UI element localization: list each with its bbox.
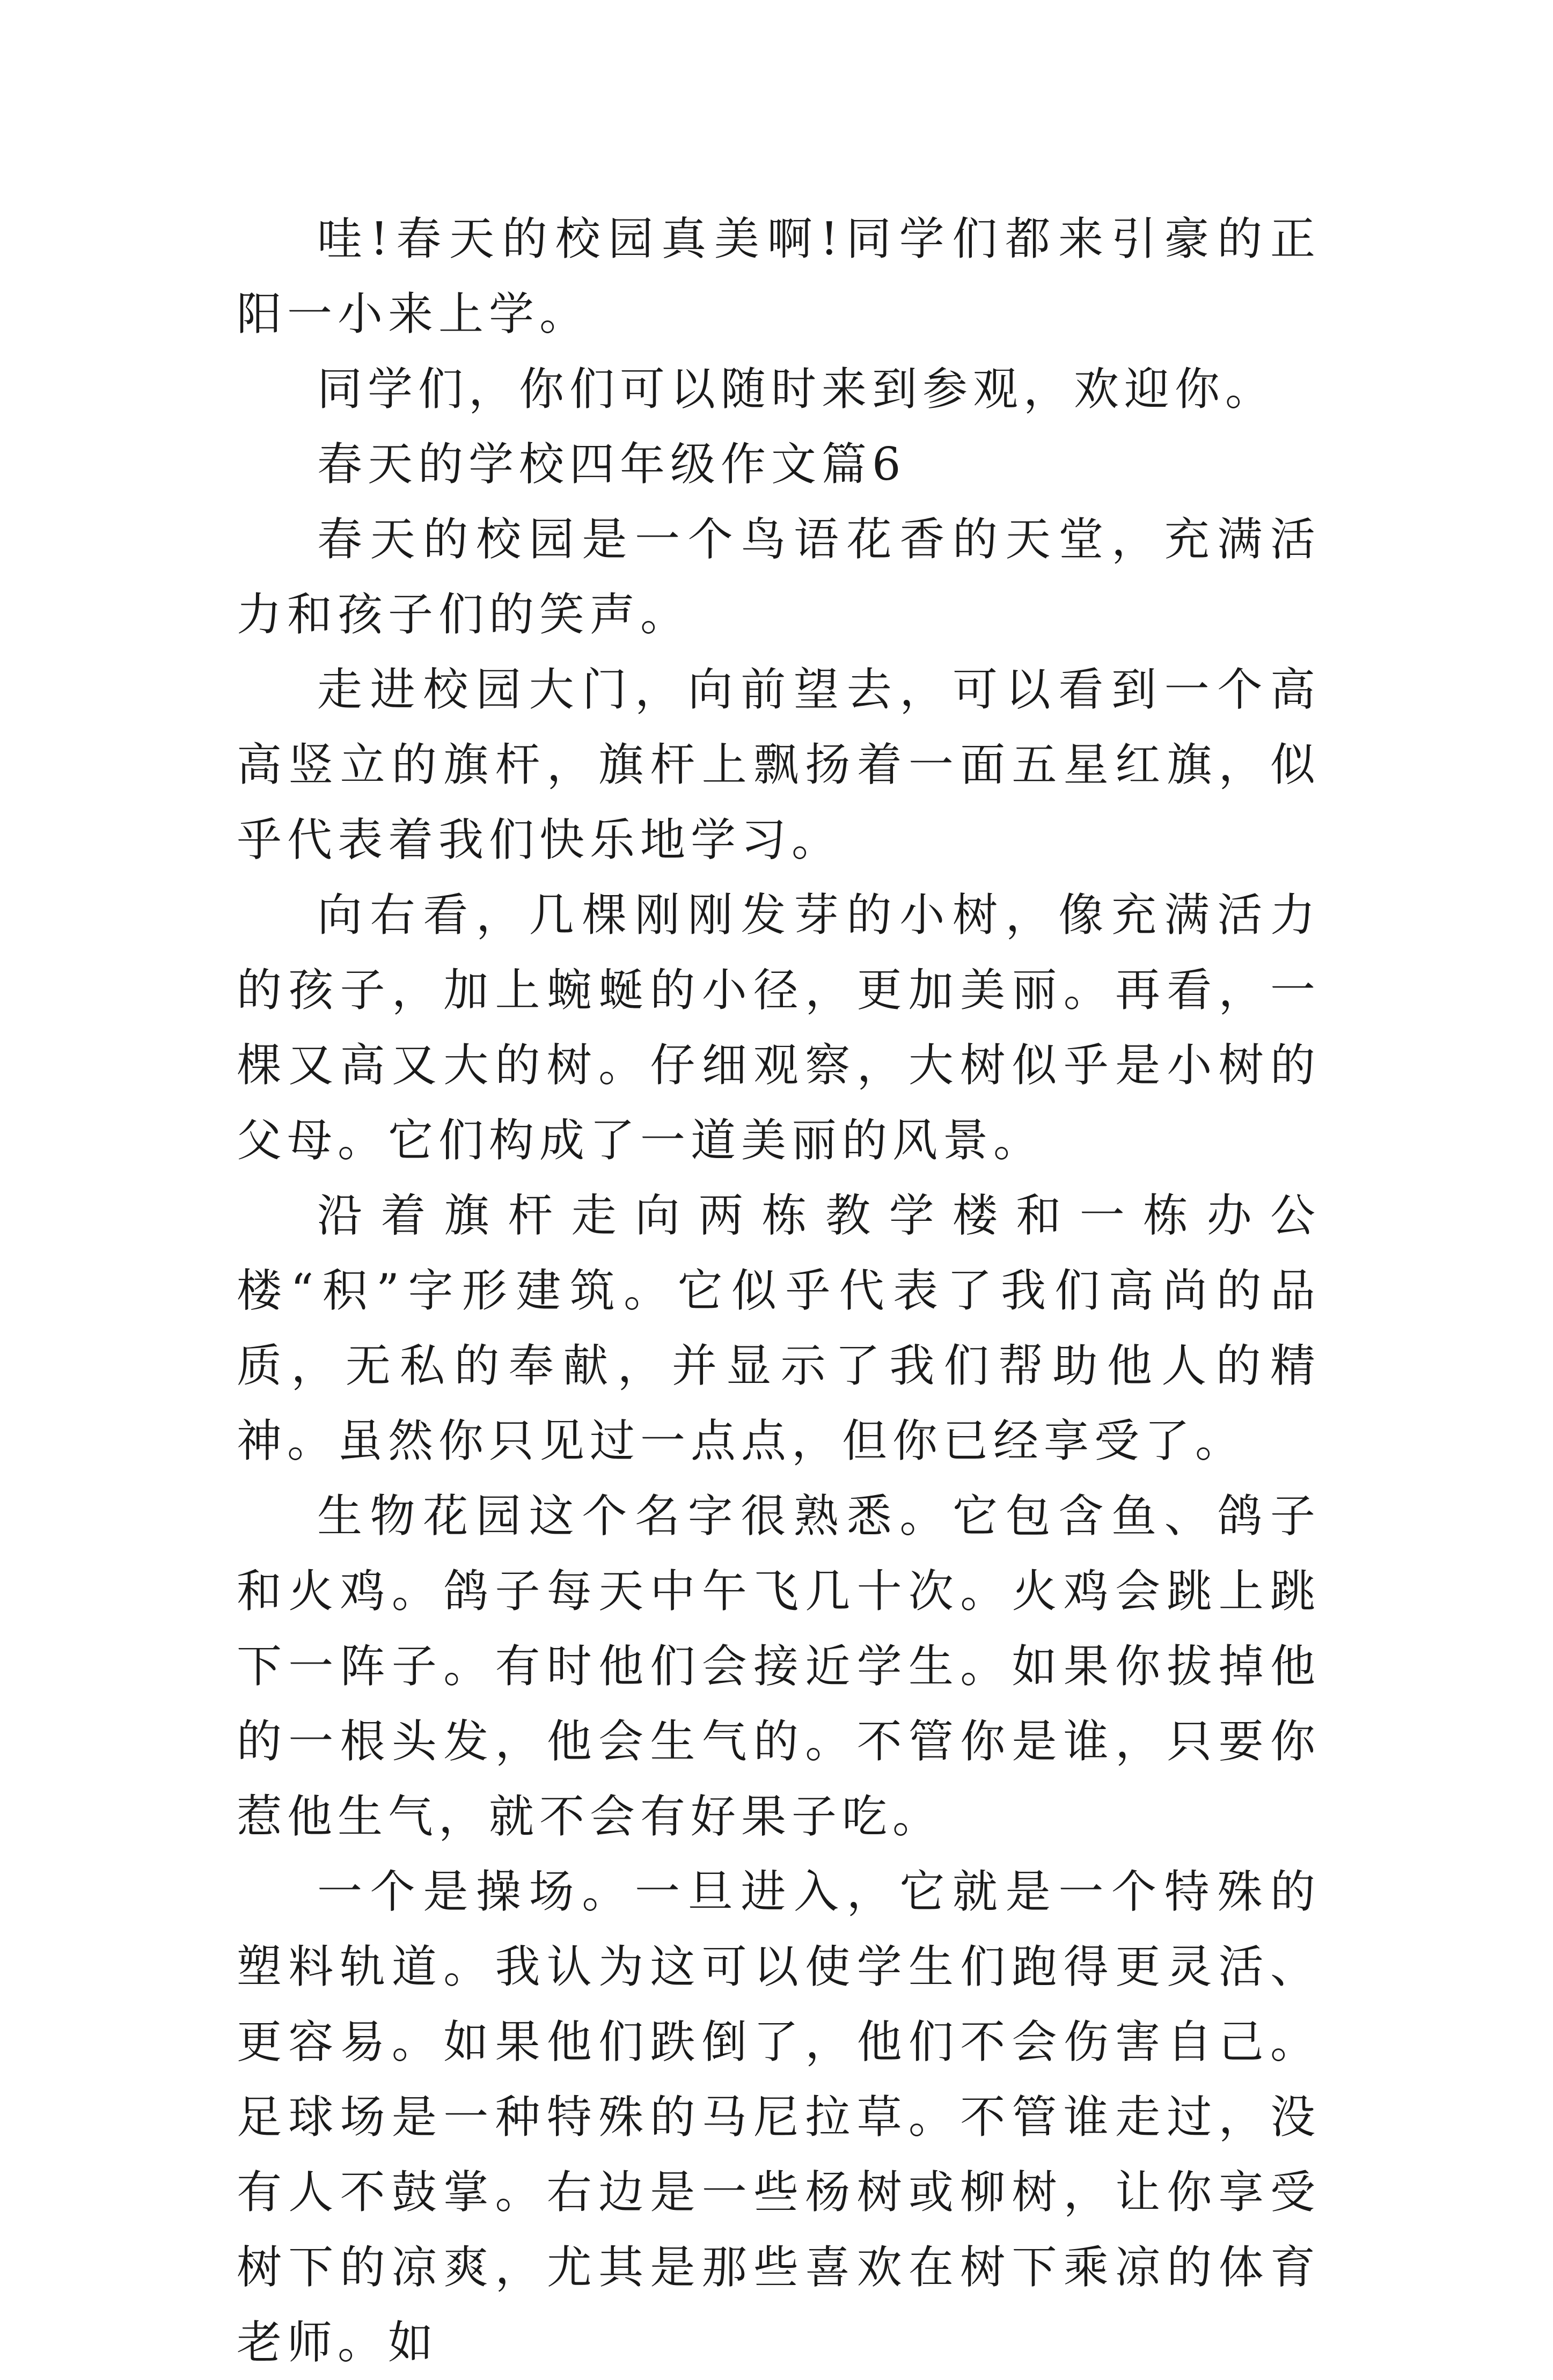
paragraph: 同学们，你们可以随时来到参观，欢迎你。 [317,363,1276,415]
paragraph: 向右看，几棵刚刚发芽的小树，像充满活力的孩子，加上蜿蜒的小径，更加美丽。再看，一棵又高又大的树。仔细观察，大树似乎是小树的父母。它们构成了一道美丽的风景。 [237,889,1321,1167]
paragraph: 沿着旗杆走向两栋教学楼和一栋办公楼“积”字形建筑。它似乎代表了我们高尚的品质，无私的奉献，并显示了我们帮助他人的精神。虽然你只见过一点点，但你已经享受了。 [237,1189,1321,1467]
paragraph: 春天的校园是一个鸟语花香的天堂，充满活力和孩子们的笑声。 [237,513,1321,641]
paragraph: 生物花园这个名字很熟悉。它包含鱼、鸽子和火鸡。鸽子每天中午飞几十次。火鸡会跳上跳下一阵子。有时他们会接近学生。如果你拔掉他的一根头发，他会生气的。不管你是谁，只要你惹他生气，就不会有好果子吃。 [237,1490,1321,1843]
paragraph: 一个是操场。一旦进入，它就是一个特殊的塑料轨道。我认为这可以使学生们跑得更灵活、更容易。如果他们跌倒了，他们不会伤害自己。足球场是一种特殊的马尼拉草。不管谁走过，没有人不鼓掌。右边是一些杨树或柳树，让你享受树下的凉爽，尤其是那些喜欢在树下乘凉的体育老师。如 [237,1865,1321,2369]
essay-body [237,201,1321,2380]
section-heading: 春天的学校四年级作文篇6 [317,438,906,490]
paragraph: 哇!春天的校园真美啊!同学们都来引豪的正阳一小来上学。 [237,213,1321,340]
paragraph: 走进校园大门，向前望去，可以看到一个高高竖立的旗杆，旗杆上飘扬着一面五星红旗，似乎代表着我们快乐地学习。 [237,663,1321,866]
